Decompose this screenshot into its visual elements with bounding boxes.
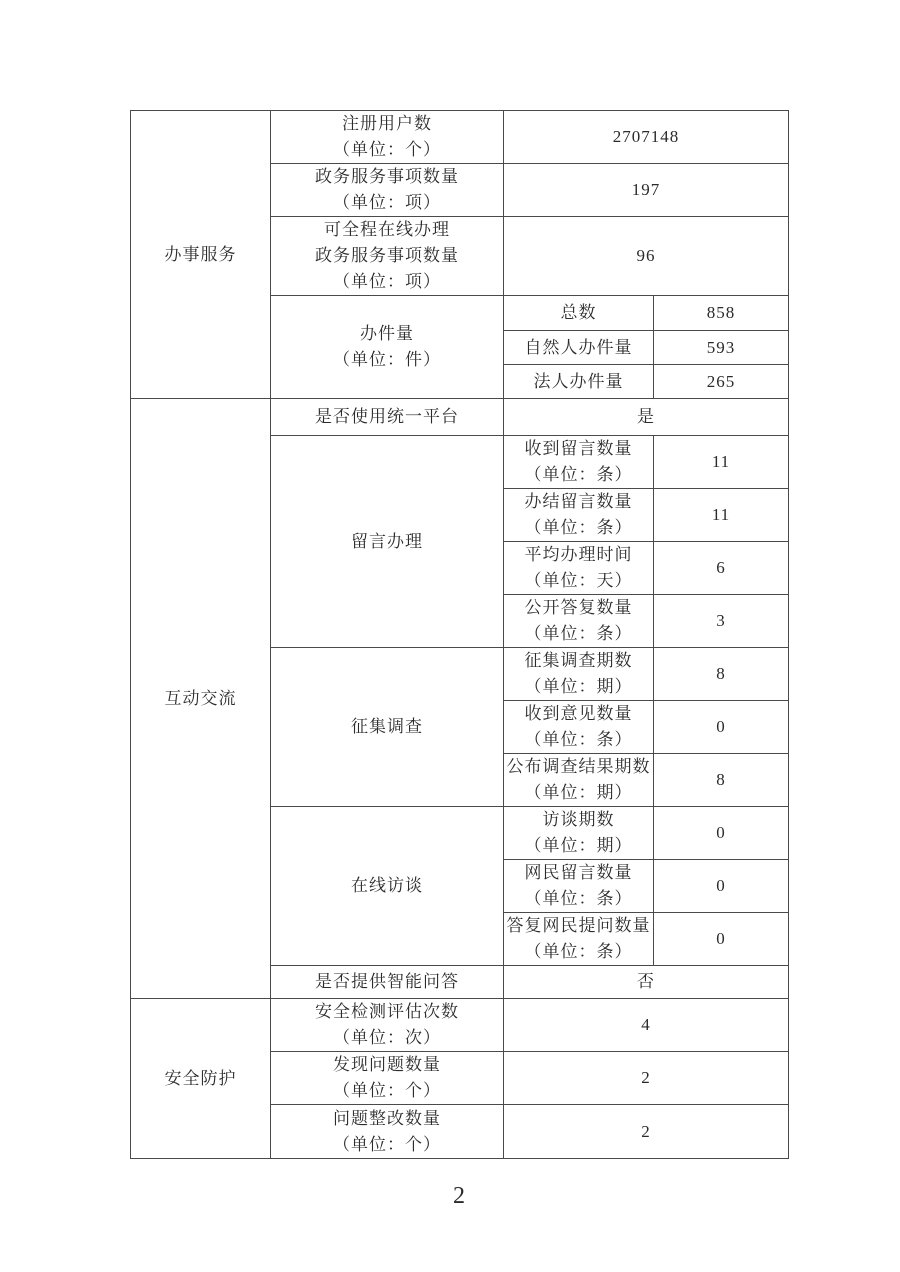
metric-label-cell (271, 1052, 504, 1105)
sub-metric-label-line: 法人办件量 (533, 371, 624, 391)
group-label-cell (271, 296, 504, 399)
sub-metric-value-cell: 8 (654, 648, 789, 701)
metric-unit-line: （单位：个） (333, 1134, 441, 1154)
sub-metric-unit-line: （单位：天） (524, 571, 633, 590)
sub-metric-unit-line: （单位：期） (524, 677, 633, 696)
metric-value-cell: 是 (504, 399, 789, 436)
category-cell-interaction (131, 399, 271, 999)
sub-metric-label-cell (504, 860, 654, 913)
sub-metric-label-cell (504, 701, 654, 754)
metric-label-line: 政务服务事项数量 (315, 167, 459, 186)
group-label-line: 征集调查 (351, 717, 423, 736)
group-label-line: 在线访谈 (351, 876, 423, 895)
group-label-line: 办件量 (360, 324, 414, 343)
metric-value-cell: 197 (504, 164, 789, 217)
sub-metric-label-cell (504, 648, 654, 701)
group-label-cell (271, 648, 504, 807)
sub-metric-value-cell: 0 (654, 807, 789, 860)
page-number: 2 (453, 1183, 465, 1209)
sub-metric-value-cell: 593 (654, 331, 789, 365)
metric-value-cell: 2 (504, 1052, 789, 1105)
sub-metric-label-line: 总数 (560, 303, 597, 322)
metric-label-cell (271, 966, 504, 999)
category-cell-security (131, 999, 271, 1159)
category-label: 安全防护 (164, 1068, 237, 1088)
sub-metric-label-line: 收到意见数量 (524, 704, 633, 723)
sub-metric-label-cell (504, 754, 654, 807)
sub-metric-label-line: 收到留言数量 (524, 439, 633, 458)
metric-unit-line: （单位：项） (333, 272, 441, 291)
sub-metric-value-cell: 858 (654, 296, 789, 331)
group-label-cell (271, 436, 504, 648)
group-label-cell (271, 807, 504, 966)
sub-metric-label-line: 公布调查结果期数 (506, 757, 651, 776)
sub-metric-unit-line: （单位：条） (524, 889, 633, 908)
category-label: 办事服务 (164, 244, 237, 264)
metric-unit-line: （单位：次） (333, 1028, 441, 1047)
metric-label-line: 问题整改数量 (333, 1108, 441, 1128)
metric-label-cell (271, 1105, 504, 1159)
metric-value-cell: 96 (504, 217, 789, 296)
sub-metric-label-cell (504, 542, 654, 595)
sub-metric-value-cell: 11 (654, 436, 789, 489)
metric-label-line: 是否提供智能问答 (315, 972, 459, 991)
sub-metric-value-cell: 11 (654, 489, 789, 542)
sub-metric-label-line: 办结留言数量 (524, 492, 633, 511)
sub-metric-value-cell: 0 (654, 701, 789, 754)
sub-metric-label-cell (504, 807, 654, 860)
sub-metric-unit-line: （单位：条） (524, 942, 633, 961)
metric-label-cell (271, 999, 504, 1052)
group-unit-line: （单位：件） (333, 350, 441, 369)
category-cell-service (131, 111, 271, 399)
sub-metric-value-cell: 0 (654, 913, 789, 966)
sub-metric-label-cell (504, 913, 654, 966)
sub-metric-value-cell: 3 (654, 595, 789, 648)
sub-metric-unit-line: （单位：条） (524, 730, 633, 749)
sub-metric-label-line: 征集调查期数 (524, 651, 633, 670)
sub-metric-label-cell (504, 365, 654, 399)
metric-label-line: 政务服务事项数量 (315, 246, 459, 265)
sub-metric-label-line: 平均办理时间 (524, 545, 633, 564)
sub-metric-label-line: 答复网民提问数量 (506, 916, 651, 935)
metric-value-cell: 4 (504, 999, 789, 1052)
sub-metric-value-cell: 0 (654, 860, 789, 913)
metric-value-cell: 2 (504, 1105, 789, 1159)
metric-label-cell (271, 217, 504, 296)
metric-label-line: 可全程在线办理 (324, 220, 450, 239)
sub-metric-label-line: 公开答复数量 (524, 598, 633, 617)
sub-metric-unit-line: （单位：期） (524, 836, 633, 855)
sub-metric-label-line: 访谈期数 (542, 810, 615, 829)
sub-metric-label-cell (504, 296, 654, 331)
sub-metric-label-cell (504, 489, 654, 542)
sub-metric-label-cell (504, 436, 654, 489)
category-label: 互动交流 (164, 688, 237, 708)
group-label-line: 留言办理 (351, 531, 423, 551)
metric-label-cell (271, 399, 504, 436)
sub-metric-label-line: 自然人办件量 (524, 337, 633, 357)
metric-value-cell: 2707148 (504, 111, 789, 164)
sub-metric-value-cell: 8 (654, 754, 789, 807)
metric-unit-line: （单位：个） (333, 1081, 441, 1100)
metric-label-line: 注册用户数 (342, 114, 432, 133)
metric-value-cell: 否 (504, 966, 789, 999)
sub-metric-unit-line: （单位：条） (524, 624, 633, 643)
sub-metric-label-line: 网民留言数量 (524, 863, 633, 882)
sub-metric-value-cell: 6 (654, 542, 789, 595)
sub-metric-unit-line: （单位：条） (524, 518, 633, 537)
sub-metric-unit-line: （单位：期） (524, 783, 633, 802)
sub-metric-value-cell: 265 (654, 365, 789, 399)
report-table (130, 110, 789, 1159)
metric-unit-line: （单位：个） (333, 140, 441, 159)
sub-metric-unit-line: （单位：条） (524, 465, 633, 484)
metric-label-line: 是否使用统一平台 (315, 407, 459, 426)
metric-unit-line: （单位：项） (333, 193, 441, 212)
metric-label-line: 发现问题数量 (333, 1055, 441, 1074)
metric-label-cell (271, 111, 504, 164)
sub-metric-label-cell (504, 331, 654, 365)
metric-label-cell (271, 164, 504, 217)
sub-metric-label-cell (504, 595, 654, 648)
metric-label-line: 安全检测评估次数 (315, 1002, 459, 1021)
